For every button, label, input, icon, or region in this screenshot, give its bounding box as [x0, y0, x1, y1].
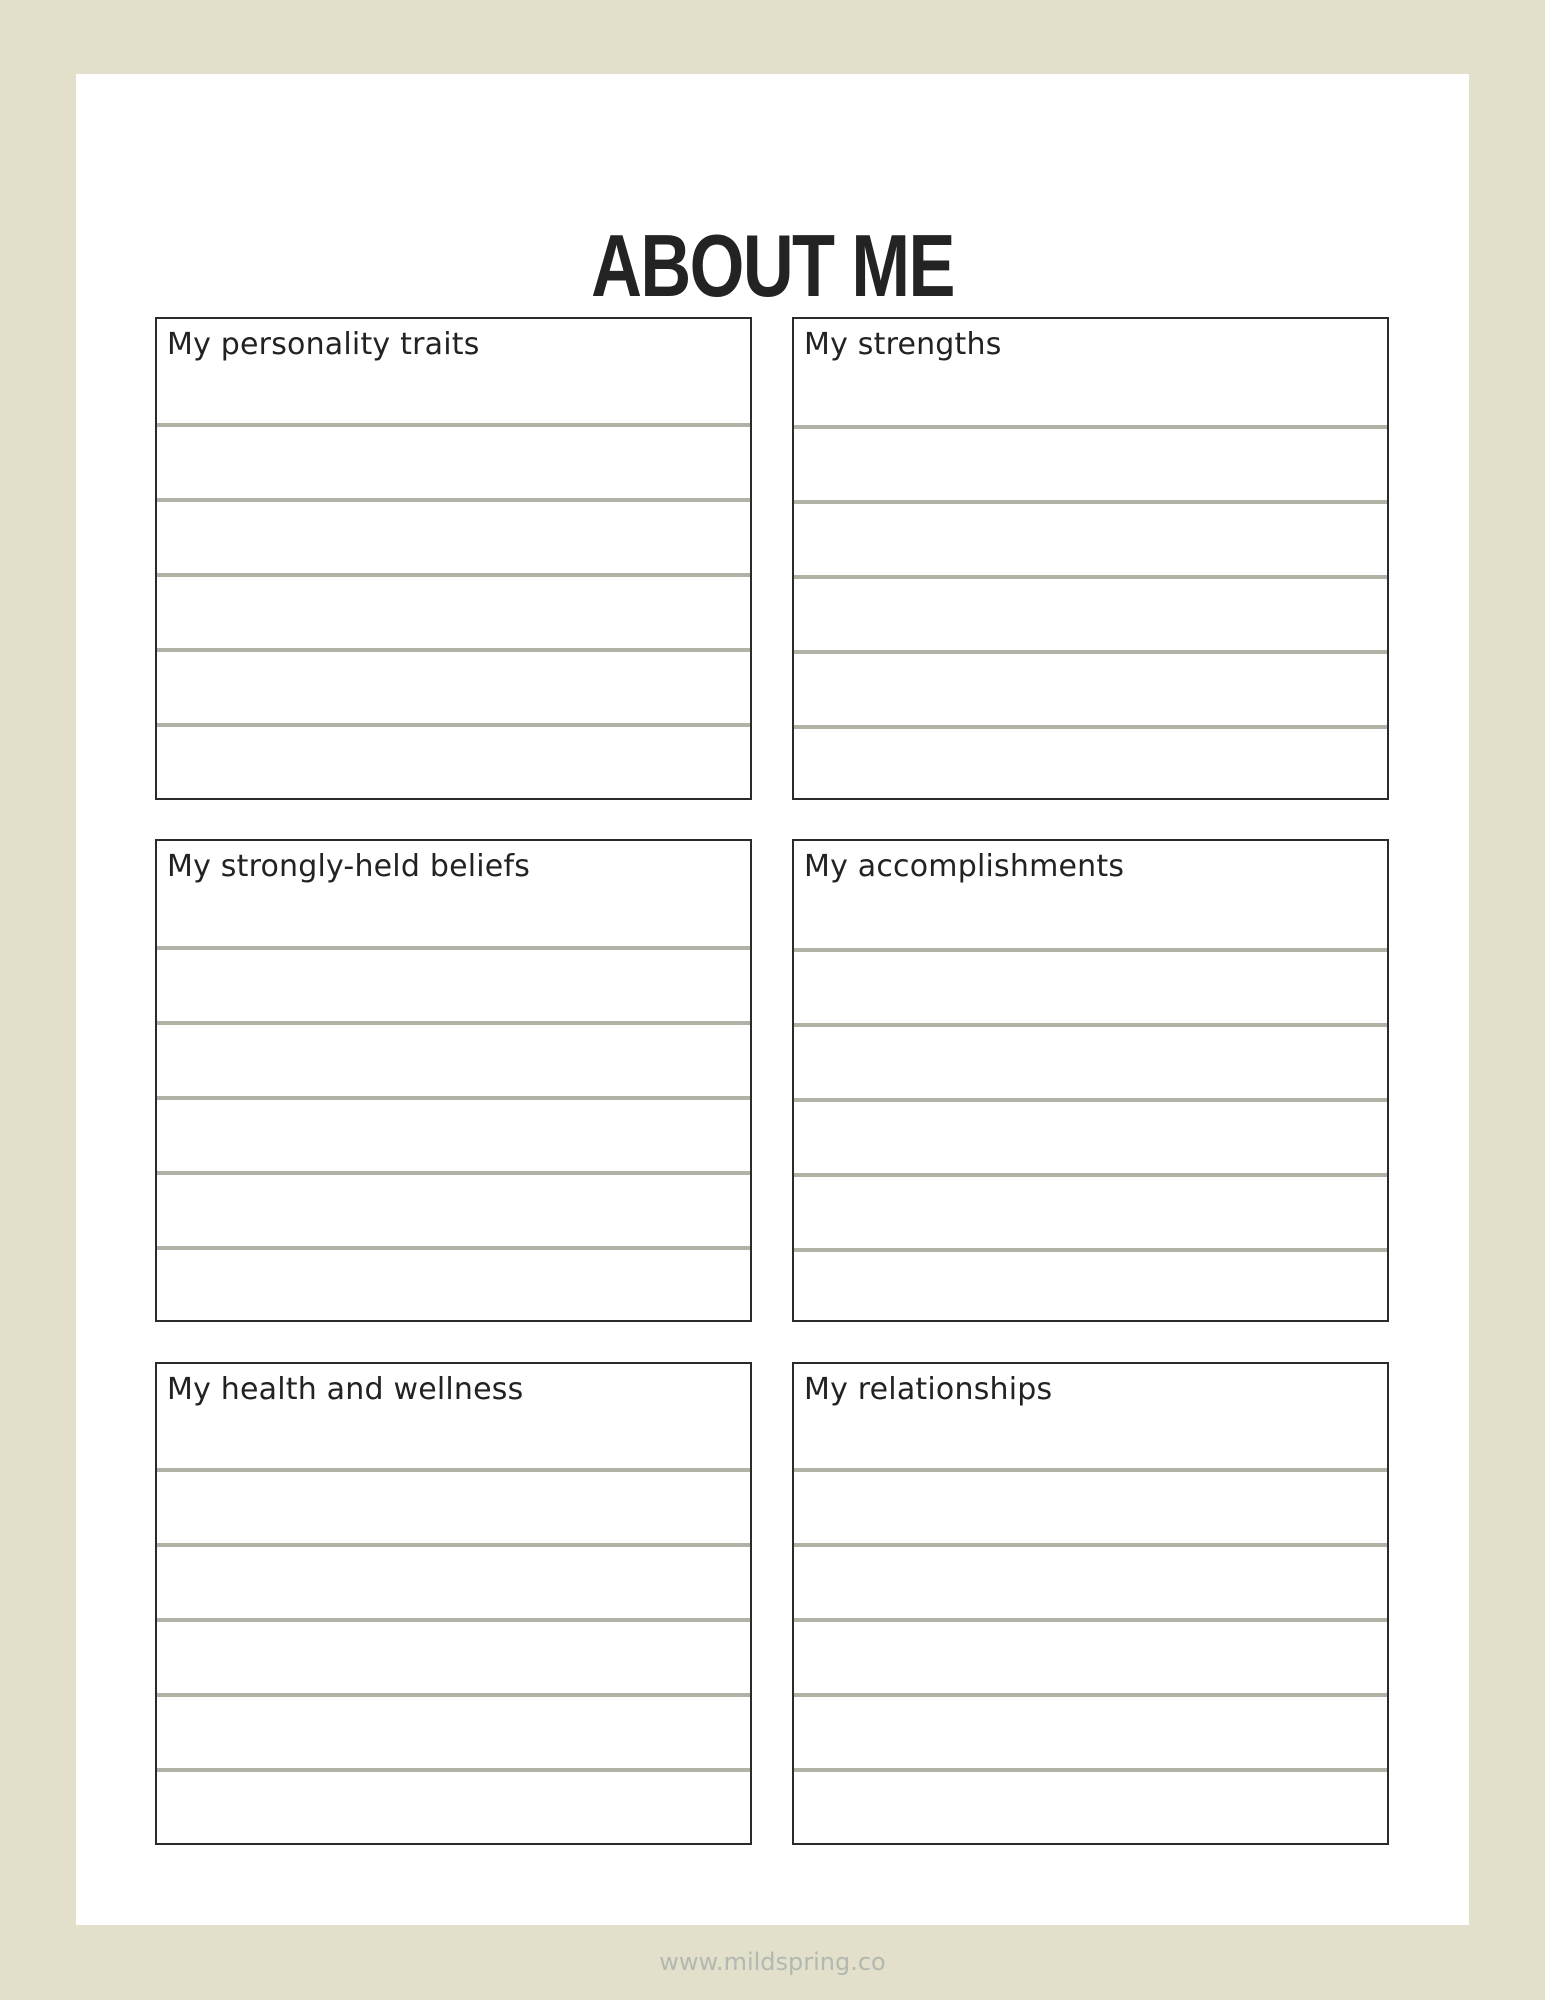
writing-line[interactable] [157, 1693, 750, 1697]
writing-line[interactable] [157, 1246, 750, 1250]
section-label: My strongly-held beliefs [167, 849, 531, 884]
writing-line[interactable] [794, 575, 1387, 579]
section-label: My relationships [804, 1372, 1053, 1407]
writing-line[interactable] [794, 1768, 1387, 1772]
section-label: My strengths [804, 327, 1002, 362]
writing-line[interactable] [794, 1023, 1387, 1027]
writing-line[interactable] [157, 1021, 750, 1025]
writing-line[interactable] [794, 650, 1387, 654]
writing-line[interactable] [794, 1543, 1387, 1547]
section-strongly-held-beliefs [155, 839, 752, 1322]
writing-line[interactable] [794, 425, 1387, 429]
writing-line[interactable] [794, 1248, 1387, 1252]
page-title: ABOUT ME [591, 216, 954, 315]
writing-line[interactable] [157, 423, 750, 427]
writing-line[interactable] [157, 1768, 750, 1772]
writing-line[interactable] [794, 500, 1387, 504]
writing-line[interactable] [794, 948, 1387, 952]
footer-url: www.mildspring.co [659, 1948, 886, 1976]
writing-line[interactable] [157, 1618, 750, 1622]
writing-line[interactable] [794, 1468, 1387, 1472]
section-label: My health and wellness [167, 1372, 524, 1407]
writing-line[interactable] [794, 1098, 1387, 1102]
writing-line[interactable] [794, 1693, 1387, 1697]
writing-line[interactable] [157, 1096, 750, 1100]
section-strengths [792, 317, 1389, 800]
section-accomplishments [792, 839, 1389, 1322]
section-personality-traits [155, 317, 752, 800]
section-relationships [792, 1362, 1389, 1845]
writing-line[interactable] [794, 1173, 1387, 1177]
section-health-and-wellness [155, 1362, 752, 1845]
writing-line[interactable] [794, 725, 1387, 729]
writing-line[interactable] [157, 1543, 750, 1547]
worksheet-page [76, 74, 1469, 1925]
writing-line[interactable] [157, 946, 750, 950]
writing-line[interactable] [157, 1468, 750, 1472]
writing-line[interactable] [157, 573, 750, 577]
section-label: My accomplishments [804, 849, 1125, 884]
writing-line[interactable] [157, 1171, 750, 1175]
writing-line[interactable] [794, 1618, 1387, 1622]
writing-line[interactable] [157, 498, 750, 502]
writing-line[interactable] [157, 648, 750, 652]
writing-line[interactable] [157, 723, 750, 727]
section-label: My personality traits [167, 327, 480, 362]
